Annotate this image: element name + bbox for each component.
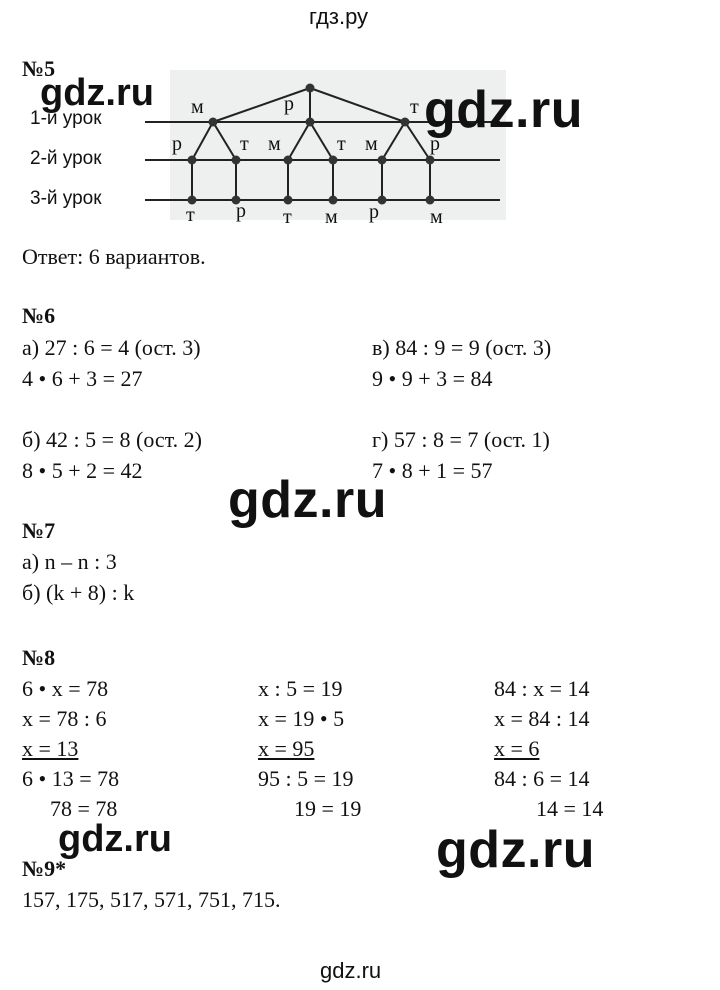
- task6-b-line2: 8 • 5 + 2 = 42: [22, 458, 143, 483]
- row-label-2: 2-й урок: [30, 148, 102, 169]
- task8-col2-line1: x : 5 = 19: [258, 676, 343, 701]
- node-letter: р: [369, 201, 379, 223]
- task6-b-line1: б) 42 : 5 = 8 (ост. 2): [22, 427, 202, 452]
- watermark: gdz.ru: [228, 471, 387, 529]
- branch: [213, 88, 310, 122]
- site-footer: gdz.ru: [320, 958, 382, 983]
- node-letter: м: [191, 96, 204, 118]
- watermark: gdz.ru: [436, 821, 595, 879]
- task6-title: №6: [22, 303, 56, 328]
- task8-col1-equality: 78 = 78: [50, 796, 118, 821]
- node-letter: т: [240, 133, 249, 155]
- task6-v-line2: 9 • 9 + 3 = 84: [372, 366, 493, 391]
- node-letter: р: [284, 93, 294, 115]
- watermark: gdz.ru: [40, 72, 154, 114]
- task8-col1-line2: x = 78 : 6: [22, 706, 107, 731]
- watermark: gdz.ru: [58, 818, 172, 860]
- branch: [310, 122, 333, 160]
- task8-col2-equality: 19 = 19: [294, 796, 362, 821]
- row-label-1: 1-й урок: [30, 108, 102, 129]
- site-header: гдз.ру: [309, 4, 369, 29]
- task8-col2-result: x = 95: [258, 736, 315, 761]
- task6-g-line1: г) 57 : 8 = 7 (ост. 1): [372, 427, 550, 452]
- branch: [192, 122, 213, 160]
- branch: [382, 122, 405, 160]
- node-letter: т: [337, 133, 346, 155]
- task8-col3-check: 84 : 6 = 14: [494, 766, 590, 791]
- task8-col3-equality: 14 = 14: [536, 796, 604, 821]
- node-letter: р: [430, 133, 440, 155]
- node-letter: р: [236, 200, 246, 222]
- task6-a-line1: а) 27 : 6 = 4 (ост. 3): [22, 335, 201, 360]
- row-label-3: 3-й урок: [30, 188, 102, 209]
- task8-col3-line1: 84 : x = 14: [494, 676, 590, 701]
- task6-g-line2: 7 • 8 + 1 = 57: [372, 458, 493, 483]
- task6-a-line2: 4 • 6 + 3 = 27: [22, 366, 143, 391]
- node-letter: т: [410, 96, 419, 118]
- watermark: gdz.ru: [424, 81, 583, 139]
- branch: [288, 122, 310, 160]
- task7-a: а) n – n : 3: [22, 549, 117, 574]
- task8-title: №8: [22, 645, 56, 670]
- branch: [213, 122, 236, 160]
- task8-col1-line1: 6 • x = 78: [22, 676, 109, 701]
- task8-col2-line2: x = 19 • 5: [258, 706, 345, 731]
- task8-col2-check: 95 : 5 = 19: [258, 766, 354, 791]
- task8-col3-result: x = 6: [494, 736, 540, 761]
- node-letter: т: [186, 204, 195, 226]
- node-letter: м: [365, 133, 378, 155]
- branch: [310, 88, 405, 122]
- task8-col1-check: 6 • 13 = 78: [22, 766, 120, 791]
- node-letter: м: [430, 206, 443, 228]
- node-letter: м: [325, 206, 338, 228]
- task9-answer: 157, 175, 517, 571, 751, 715.: [22, 887, 281, 912]
- task6-v-line1: в) 84 : 9 = 9 (ост. 3): [372, 335, 552, 360]
- task5-title: №5: [22, 56, 56, 81]
- task9-title: №9*: [22, 856, 67, 881]
- task8-col3-line2: x = 84 : 14: [494, 706, 590, 731]
- task7-b: б) (k + 8) : k: [22, 580, 135, 605]
- task8-col1-result: x = 13: [22, 736, 79, 761]
- task5-answer: Ответ: 6 вариантов.: [22, 244, 206, 269]
- node-letter: р: [172, 133, 182, 155]
- task7-title: №7: [22, 518, 56, 543]
- node-letter: т: [283, 206, 292, 228]
- node-letter: м: [268, 133, 281, 155]
